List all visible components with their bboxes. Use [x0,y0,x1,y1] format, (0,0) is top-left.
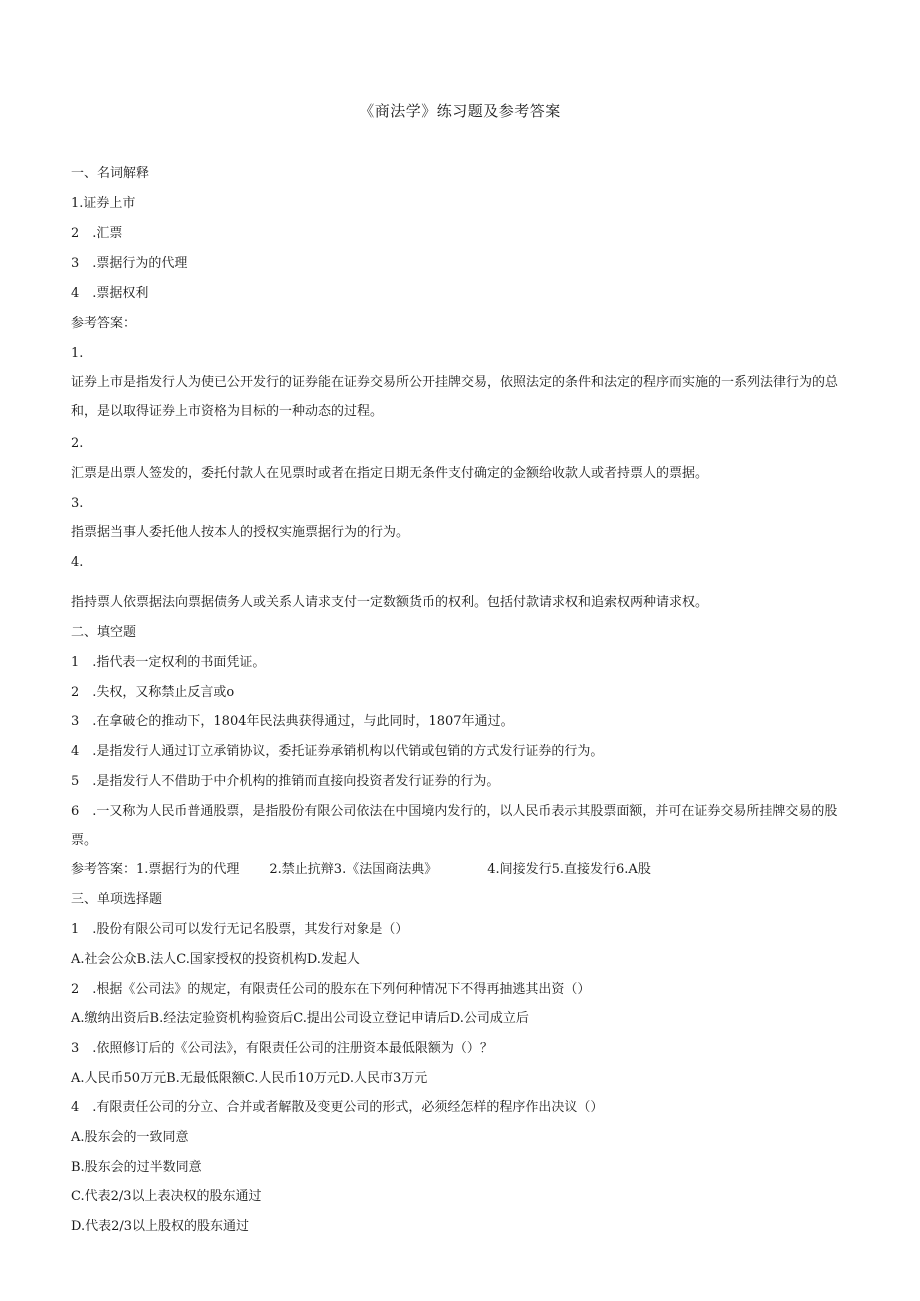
question-item: 3 .票据行为的代理 [71,256,188,271]
question-options: A.人民币50万元B.无最低限额C.人民币10万元D.人民市3万元 [71,1071,428,1086]
question-item: 4 .有限责任公司的分立、合并或者解散及变更公司的形式，必须经怎样的程序作出决议（） [71,1100,604,1115]
question-item: 1 .指代表一定权利的书面凭证。 [71,655,266,670]
section-heading-definitions: 一、名词解释 [71,166,150,181]
question-options: A.缴纳出资后B.经法定验资机构验资后C.提出公司设立登记申请后D.公司成立后 [71,1011,529,1026]
question-option: B.股东会的过半数同意 [71,1160,202,1175]
question-item: 1 .股份有限公司可以发行无记名股票，其发行对象是（） [71,922,409,937]
answer-line [71,860,651,880]
question-item: 4 .是指发行人通过订立承销协议，委托证券承销机构以代销或包销的方式发行证券的行为。 [71,744,604,759]
answer-part: 2.禁止抗辩3.《法国商法典》 [269,862,438,877]
question-options: A.社会公众B.法人C.国家授权的投资机构D.发起人 [71,952,360,967]
answer-number: 4. [71,555,84,570]
answer-part: 4.间接发行5.直接发行6.A股 [487,862,651,877]
answer-text: 汇票是出票人签发的，委托付款人在见票时或者在指定日期无条件支付确定的金额给收款人或者持票人的票据。 [71,466,709,481]
answer-text: 指票据当事人委托他人按本人的授权实施票据行为的行为。 [71,525,410,540]
section-heading-single-choice: 三、单项选择题 [71,892,163,907]
question-item: 4 .票据权利 [71,286,149,301]
question-option: D.代表2/3以上股权的股东通过 [71,1219,250,1234]
answer-label: 参考答案： [71,316,137,331]
question-item: 2 .失权，又称禁止反言或o [71,685,235,700]
question-option: A.股东会的一致同意 [71,1130,189,1145]
question-item: 6 .一又称为人民币普通股票，是指股份有限公司依法在中国境内发行的，以人民币表示其股票面额，并可在证券交易所挂牌交易的股票。 [71,804,838,848]
document-title: 《商法学》练习题及参考答案 [359,102,561,120]
answer-text: 指持票人依票据法向票据债务人或关系人请求支付一定数额货币的权利。包括付款请求权和追索权两种请求权。 [71,595,709,610]
answer-number: 1. [71,346,84,361]
section-heading-fill-in: 二、填空题 [71,625,137,640]
answer-text: 证券上市是指发行人为使已公开发行的证券能在证券交易所公开挂牌交易，依照法定的条件和法定的程序而实施的一系列法律行为的总和，是以取得证券上市资格为目标的一种动态的过程。 [71,375,839,419]
question-item: 2 .汇票 [71,226,123,241]
question-item: 1.证券上市 [71,196,136,211]
question-item: 3 .在拿破仑的推动下，1804年民法典获得通过，与此同时，1807年通过。 [71,714,514,729]
answer-number: 3. [71,496,84,511]
question-item: 5 .是指发行人不借助于中介机构的推销而直接向投资者发行证券的行为。 [71,774,500,789]
answer-number: 2. [71,436,84,451]
question-item: 2 .根据《公司法》的规定，有限责任公司的股东在下列何种情况下不得再抽逃其出资（） [71,982,591,997]
question-item: 3 .依照修订后的《公司法》，有限责任公司的注册资本最低限额为（）？ [71,1041,493,1056]
answer-part: 参考答案：1.票据行为的代理 [71,862,240,877]
question-option: C.代表2/3以上表决权的股东通过 [71,1189,262,1204]
